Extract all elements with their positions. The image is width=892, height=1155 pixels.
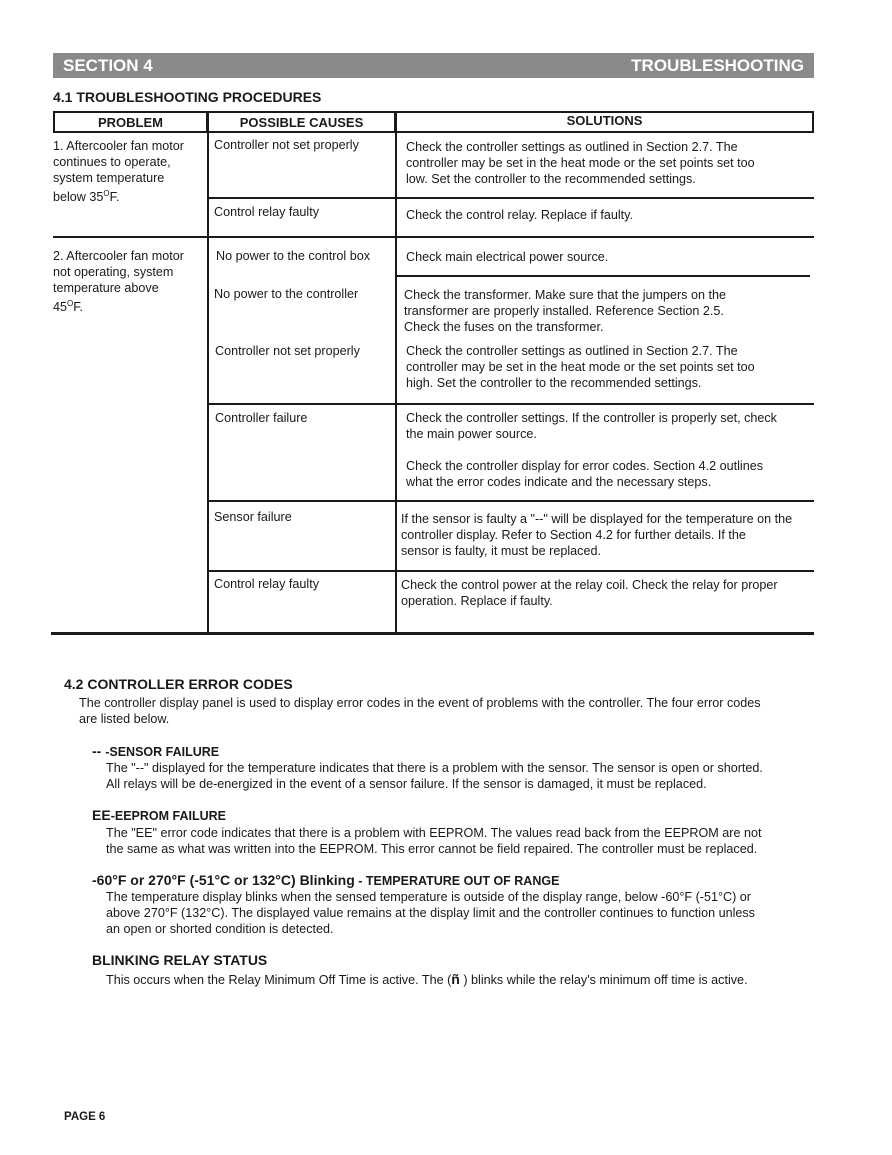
- solution-cell: Check the controller settings. If the controller is properly set, check the main power source. Check the controller display for error codes. Section 4.2 outlines what the error codes indicate and the necessary steps.: [406, 411, 777, 489]
- problem-1: 1. Aftercooler fan motor continues to operate, system temperature below $35^OF$.: [53, 139, 184, 205]
- problem-2: 2. Aftercooler fan motor not operating, system temperature above $45^OF$.: [53, 249, 184, 315]
- row-divider: [396, 275, 810, 277]
- cause-cell: Controller failure: [215, 411, 308, 425]
- cause-cell: Control relay faulty: [214, 205, 319, 219]
- section-label: SECTION 4: [63, 55, 153, 75]
- cause-cell: Controller not set properly: [214, 138, 359, 152]
- column-divider: [395, 133, 397, 633]
- cause-cell: Controller not set properly: [215, 344, 360, 358]
- solution-cell: Check the controller settings as outlined in Section 2.7. The controller may be set in the heat mode or the set points set too low. Set the controller to the recommended settings.: [406, 140, 755, 186]
- page-number: PAGE 6: [64, 1111, 106, 1123]
- column-header-causes: POSSIBLE CAUSES: [207, 111, 396, 133]
- row-divider: [208, 197, 814, 199]
- cause-cell: No power to the controller: [214, 287, 359, 301]
- solution-cell: Check main electrical power source.: [406, 250, 609, 264]
- error-codes-heading: 4.2 CONTROLLER ERROR CODES: [64, 676, 293, 692]
- row-divider: [208, 570, 814, 572]
- sensor-failure-text: The "--" displayed for the temperature indicates that there is a problem with the sensor. The sensor is open or shorted. All relays will be de-energized in the event of a sensor failure. If the sensor is damaged, it must be replaced.: [106, 761, 763, 791]
- solution-cell: Check the controller settings as outlined in Section 2.7. The controller may be set in the heat mode or the set points set too high. Set the controller to the recommended settings.: [406, 344, 755, 390]
- eeprom-failure-text: The "EE" error code indicates that there is a problem with EEPROM. The values read back from the EEPROM are not the same as what was written into the EEPROM. This error cannot be field repaired. The controller must be replaced.: [106, 826, 762, 856]
- solution-cell: Check the control power at the relay coil. Check the relay for proper operation. Replace if faulty.: [401, 578, 778, 608]
- error-codes-intro: The controller display panel is used to display error codes in the event of problems with the controller. The four error codes are listed below.: [79, 696, 761, 726]
- solution-cell: Check the control relay. Replace if faulty.: [406, 208, 634, 222]
- eeprom-failure-heading: EE-EEPROM FAILURE: [92, 807, 226, 823]
- section-title: TROUBLESHOOTING: [631, 55, 804, 75]
- cause-cell: Control relay faulty: [214, 577, 319, 591]
- section-header-bar: [53, 53, 814, 78]
- out-of-range-text: The temperature display blinks when the sensed temperature is outside of the display range, below -60°F (-51°C) or above 270°F (132°C). The displayed value remains at the display limit and the controller continues to function unless an open or shorted condition is detected.: [106, 890, 755, 936]
- table-bottom-rule: [51, 632, 814, 635]
- column-header-problem: PROBLEM: [53, 111, 208, 133]
- relay-status-text: This occurs when the Relay Minimum Off Time is active. The (ñ ) blinks while the relay's minimum off time is active.: [106, 971, 748, 987]
- procedures-heading: 4.1 TROUBLESHOOTING PROCEDURES: [53, 89, 322, 105]
- relay-status-heading: BLINKING RELAY STATUS: [92, 952, 268, 968]
- relay-symbol: ñ: [451, 971, 460, 987]
- solution-cell: Check the transformer. Make sure that the jumpers on the transformer are properly installed. Reference Section 2.5. Check the fuses on the transformer.: [404, 288, 726, 334]
- out-of-range-heading: -60°F or 270°F (-51°C or 132°C) Blinking - TEMPERATURE OUT OF RANGE: [92, 872, 560, 888]
- column-header-solutions: SOLUTIONS: [395, 111, 814, 133]
- row-divider: [208, 500, 814, 502]
- group-divider: [53, 236, 814, 238]
- sensor-failure-heading: -- -SENSOR FAILURE: [92, 743, 220, 759]
- cause-cell: No power to the control box: [216, 249, 371, 263]
- cause-cell: Sensor failure: [214, 510, 292, 524]
- column-divider: [207, 133, 209, 633]
- solution-cell: If the sensor is faulty a "--" will be displayed for the temperature on the controller display. Refer to Section 4.2 for further details. If the sensor is faulty, it must be replaced.: [401, 512, 793, 558]
- row-divider: [208, 403, 814, 405]
